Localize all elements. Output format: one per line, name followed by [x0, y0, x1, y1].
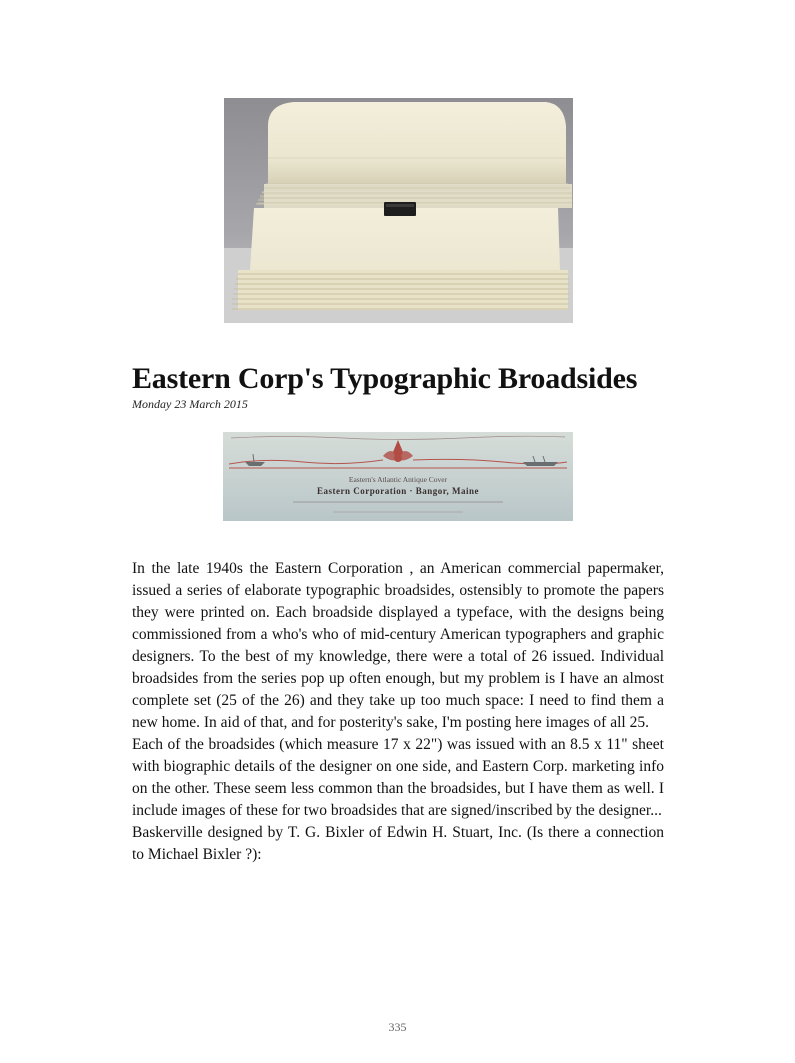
- paper-stack-photo: [224, 98, 573, 323]
- paragraph-2: Each of the broadsides (which measure 17 x 22") was issued with an 8.5 x 11" sheet with biographic details of the designer on one side, and Eastern Corp. marketing info on the other. These seem less common than the broadsides, but I have them as well. I include images of these for two broadsides that are signed/inscribed by the designer...: [132, 736, 664, 819]
- paragraph-3: Baskerville designed by T. G. Bixler of Edwin H. Stuart, Inc. (Is there a connection to Michael Bixler ?):: [132, 824, 664, 863]
- banner-line-2: Eastern Corporation · Bangor, Maine: [317, 486, 479, 496]
- article-title: Eastern Corp's Typographic Broadsides: [132, 362, 638, 395]
- paragraph-1: In the late 1940s the Eastern Corporation , an American commercial papermaker, issued a series of elaborate typographic broadsides, ostensibly to promote the papers they were printed on. Each broadside displayed a typeface, with the designs being commissioned from a who's who of mid-century American typographers and graphic designers. To the best of my knowledge, there were a total of 26 issued. Individual broadsides from the series pop up often enough, but my problem is I have an almost complete set (25 of the 26) and they take up too much space: I need to find them a new home. In aid of that, and for posterity's sake, I'm posting here images of all 25.: [132, 560, 664, 731]
- article-body: [132, 558, 664, 866]
- banner-line-1: Eastern's Atlantic Antique Cover: [348, 475, 448, 484]
- broadside-banner-image: [223, 432, 573, 521]
- page-number: 335: [388, 1020, 407, 1034]
- article-date: Monday 23 March 2015: [132, 397, 248, 411]
